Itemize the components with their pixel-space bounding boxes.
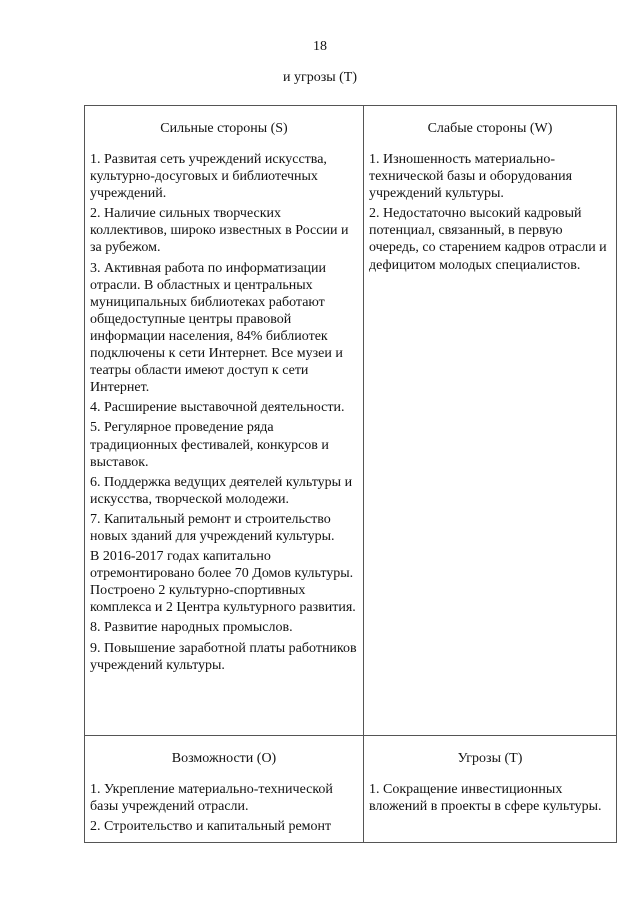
weakness-item: 2. Недостаточно высокий кадровый потенциал, связанный, в первую очередь, со старением кадров отрасли и дефицитом молодых специалистов. (369, 206, 607, 273)
strengths-cell (85, 106, 364, 736)
opportunities-title: Возможности (О) (171, 751, 277, 766)
strength-item: 8. Развитие народных промыслов. (90, 620, 293, 636)
strength-item: В 2016-2017 годах капитально отремонтировано более 70 Домов культуры. Построено 2 культурно-спортивных комплекса и 2 Центра культурного развития. (90, 549, 356, 616)
strength-item: 5. Регулярное проведение ряда традиционных фестивалей, конкурсов и выставок. (90, 420, 329, 470)
strength-item: 9. Повышение заработной платы работников учреждений культуры. (90, 640, 357, 673)
weaknesses-title: Слабые стороны (W) (427, 121, 553, 136)
threats-cell (364, 736, 617, 843)
swot-row-bottom (85, 736, 617, 843)
opportunity-item: 2. Строительство и капитальный ремонт (90, 819, 332, 835)
swot-row-top (85, 106, 617, 736)
strength-item: 7. Капитальный ремонт и строительство новых зданий для учреждений культуры. (90, 511, 335, 544)
strength-item: 4. Расширение выставочной деятельности. (90, 400, 345, 416)
threats-title: Угрозы (Т) (457, 751, 523, 766)
threat-item: 1. Сокращение инвестиционных вложений в проекты в сфере культуры. (369, 782, 602, 815)
strengths-title: Сильные стороны (S) (160, 121, 288, 136)
weaknesses-cell (364, 106, 617, 736)
strength-item: 6. Поддержка ведущих деятелей культуры и искусства, творческой молодежи. (90, 474, 353, 507)
strength-item: 3. Активная работа по информатизации отрасли. В областных и центральных муниципальных библиотеках работают общедоступные центры правовой информации населения, 84% библиотек подключены к сети Интернет. Все музеи и театры области имеют доступ к сети Интернет. (90, 260, 343, 396)
strength-item: 1. Развитая сеть учреждений искусства, культурно-досуговых и библиотечных учреждений. (90, 152, 327, 202)
weakness-item: 1. Изношенность материально-технической базы и оборудования учреждений культуры. (369, 152, 573, 202)
page-heading: и угрозы (Т) (282, 70, 358, 85)
page-number: 18 (313, 39, 327, 54)
opportunities-cell (85, 736, 364, 843)
strength-item: 2. Наличие сильных творческих коллективов, широко известных в России и за рубежом. (90, 206, 349, 256)
swot-table (84, 105, 617, 843)
opportunity-item: 1. Укрепление материально-технической базы учреждений отрасли. (90, 782, 333, 815)
